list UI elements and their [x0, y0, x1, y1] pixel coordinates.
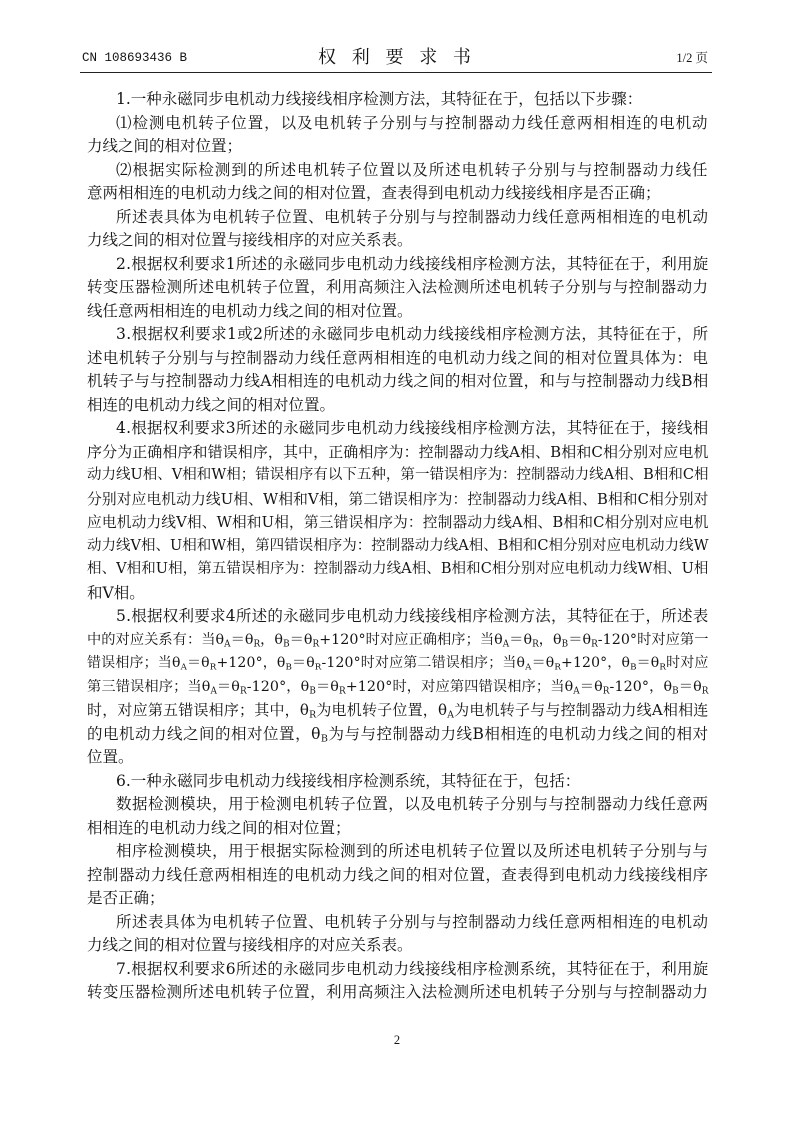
line-text: [87, 655, 709, 671]
text-segment: 错误相序；当θ: [87, 655, 181, 671]
line-text: [87, 679, 709, 695]
line-text: 是否正确；: [87, 889, 165, 907]
subscript: A: [573, 685, 580, 696]
text-segment: +120°，θ: [561, 655, 631, 671]
claim-paragraph: [87, 605, 709, 770]
text-segment: ＝θ: [216, 678, 240, 695]
text-line: [87, 629, 709, 653]
text-line: [87, 159, 709, 183]
text-line: [87, 370, 709, 394]
line-text: 6.一种永磁同步电机动力线接线相序检测系统，其特征在于，包括：: [116, 771, 581, 790]
subscript: R: [659, 662, 667, 673]
text-segment: ＝θ: [509, 631, 533, 648]
line-text: 力线之间的相对位置与接线相序的对应关系表。: [87, 936, 413, 954]
text-line: [87, 300, 709, 324]
text-segment: 时对应: [666, 655, 709, 671]
subscript: R: [532, 638, 539, 649]
text-segment: +120°，θ: [216, 655, 286, 671]
claim-paragraph: [87, 253, 709, 324]
line-text: 3.根据权利要求1或2所述的永磁同步电机动力线接线相序检测方法，其特征在于，所: [116, 325, 709, 343]
claim-paragraph: [87, 206, 709, 253]
line-text: 力线之间的相对位置与接线相序的对应关系表。: [87, 231, 413, 249]
text-line: [87, 276, 709, 300]
claims-body: [87, 88, 709, 1005]
text-segment: ，θ: [538, 631, 562, 648]
patent-number: CN 108693436 B: [82, 51, 188, 65]
text-line: [87, 558, 709, 582]
text-segment: ＝θ: [230, 631, 254, 648]
text-segment: ＝θ: [568, 631, 592, 648]
subscript: A: [180, 662, 187, 673]
text-line: [87, 887, 709, 911]
text-line: [87, 793, 709, 817]
line-text: 动力线U相、V相和W相；错误相序有以下五种，第一错误相序为：控制器动力线A相、B相和C相: [87, 467, 709, 483]
text-line: [87, 229, 709, 253]
claim-paragraph: [87, 770, 709, 794]
line-text: 线任意两相相连的电机动力线之间的相对位置。: [87, 301, 413, 320]
line-text: 力线之间的相对位置；: [87, 137, 243, 155]
text-segment: ＝θ: [678, 678, 702, 695]
claim-paragraph: [87, 793, 709, 840]
subscript: B: [283, 638, 290, 649]
text-segment: 为电机转子与与控制器动力线A相相连: [454, 701, 709, 719]
text-line: [87, 88, 709, 112]
line-text: 述电机转子分别与与控制器动力线任意两相相连的电机动力线之间的相对位置具体为：电: [87, 348, 709, 367]
line-text: 2.根据权利要求1所述的永磁同步电机动力线接线相序检测方法，其特征在于，利用旋: [116, 254, 709, 273]
line-text: 相、V相和U相，第五错误相序为：控制器动力线A相、B相和C相分别对应电机动力线W相、U相: [87, 561, 709, 577]
text-line: [87, 817, 709, 841]
text-line: [87, 676, 709, 700]
line-text: [87, 701, 709, 719]
subscript: A: [525, 662, 532, 673]
claim-paragraph: [87, 958, 709, 1005]
text-segment: ＝θ: [531, 655, 555, 671]
subscript: B: [672, 685, 679, 696]
page-number: 2: [393, 1033, 401, 1047]
text-line: [87, 441, 709, 465]
line-text: 转变压器检测所述电机转子位置，利用高频注入法检测所述电机转子分别与与控制器动力: [87, 278, 709, 296]
subscript: B: [309, 685, 316, 696]
line-text: 分别对应电机动力线U相、W相和V相，第二错误相序为：控制器动力线A相、B相和C相分别对: [87, 490, 709, 508]
subscript: R: [312, 638, 320, 649]
line-text: 应电机动力线V相、W相和U相，第三错误相序为：控制器动力线A相、B相和C相分别对应电机: [87, 514, 709, 531]
text-line: [87, 723, 709, 747]
text-segment: 为与与控制器动力线B相相连的电机动力线之间的相对: [328, 724, 709, 743]
line-text: ⑵根据实际检测到的所述电机转子位置以及所述电机转子分别与与控制器动力线任: [116, 160, 709, 179]
text-line: [87, 699, 709, 723]
line-text: 序分为正确相序和错误相序，其中，正确相序为：控制器动力线A相、B相和C相分别对应电机: [87, 442, 709, 461]
line-text: 位置。: [87, 748, 134, 766]
subscript: R: [554, 662, 562, 673]
subscript: A: [224, 638, 231, 649]
line-text: 相相连的电机动力线之间的相对位置；: [87, 818, 351, 837]
line-text: 7.根据权利要求6所述的永磁同步电机动力线接线相序检测系统，其特征在于，利用旋: [116, 959, 709, 978]
line-text: 机转子与与控制器动力线A相相连的电机动力线之间的相对位置，和与与控制器动力线B相: [87, 372, 709, 390]
text-line: [87, 911, 709, 935]
text-line: [87, 488, 709, 512]
text-segment: ＝θ: [187, 655, 210, 671]
subscript: R: [209, 662, 217, 673]
text-line: [87, 253, 709, 277]
line-text: 控制器动力线任意两相相连的电机动力线之间的相对位置，查表得到电机动力线接线相序: [87, 865, 709, 884]
text-line: [87, 394, 709, 418]
subscript: R: [338, 685, 346, 696]
subscript: A: [210, 685, 217, 696]
text-segment: -120°时对应第二错误相序；当θ: [321, 655, 526, 671]
claim-paragraph: [87, 88, 709, 112]
text-line: [87, 182, 709, 206]
subscript: B: [630, 662, 637, 673]
claim-paragraph: [87, 417, 709, 605]
text-segment: ＝θ: [315, 678, 339, 695]
line-text: [87, 725, 709, 743]
claim-paragraph: [87, 323, 709, 417]
subscript: R: [253, 638, 261, 649]
text-segment: -120°，θ: [609, 678, 673, 695]
text-segment: +120°时对应正确相序；当θ: [319, 631, 503, 648]
text-line: [87, 981, 709, 1005]
subscript: A: [502, 638, 510, 649]
text-segment: 中的对应关系有：当θ: [87, 631, 225, 648]
document-title: 权 利 要 求 书: [318, 47, 476, 68]
line-text: 转变压器检测所述电机转子位置，利用高频注入法检测所述电机转子分别与与控制器动力: [87, 983, 709, 1001]
line-text: ⑴检测电机转子位置，以及电机转子分别与与控制器动力线任意两相相连的电机动: [116, 113, 709, 132]
line-text: 意两相相连的电机动力线之间的相对位置，查表得到电机动力线接线相序是否正确；: [87, 184, 661, 202]
text-line: [87, 605, 709, 629]
text-segment: 时，对应第五错误相序；其中，θ: [87, 701, 310, 719]
text-line: [87, 112, 709, 136]
line-text: 4.根据权利要求3所述的永磁同步电机动力线接线相序检测方法，其特征在于，接线相: [116, 419, 709, 437]
text-line: [87, 135, 709, 159]
subscript: B: [561, 638, 569, 649]
text-line: [87, 934, 709, 958]
text-line: [87, 746, 709, 770]
text-line: [87, 347, 709, 371]
text-line: [87, 582, 709, 606]
text-line: [87, 958, 709, 982]
text-segment: 为电机转子位置，θ: [316, 701, 448, 719]
line-text: 5.根据权利要求4所述的永磁同步电机动力线接线相序检测方法，其特征在于，所述表: [116, 607, 709, 625]
subscript: R: [314, 662, 322, 673]
text-line: [87, 323, 709, 347]
text-segment: +120°时，对应第四错误相序；当θ: [345, 678, 574, 695]
text-line: [87, 417, 709, 441]
subscript: R: [591, 638, 598, 649]
text-segment: ＝θ: [636, 655, 660, 671]
text-line: [87, 206, 709, 230]
line-text: 和V相。: [87, 583, 145, 602]
line-text: 相连的电机动力线之间的相对位置。: [87, 395, 336, 414]
text-line: [87, 652, 709, 676]
header-divider: [80, 72, 712, 73]
subscript: R: [239, 685, 247, 696]
page-counter: 1/2 页: [676, 51, 708, 65]
text-line: [87, 864, 709, 888]
line-text: 相序检测模块，用于根据实际检测到的所述电机转子位置以及所述电机转子分别与与: [116, 842, 709, 860]
text-segment: -120°，θ: [246, 678, 310, 695]
subscript: B: [285, 662, 293, 673]
text-line: [87, 840, 709, 864]
line-text: 1.一种永磁同步电机动力线接线相序检测方法，其特征在于，包括以下步骤：: [116, 90, 643, 108]
line-text: [87, 632, 709, 648]
text-segment: ＝θ: [579, 678, 603, 695]
line-text: 所述表具体为电机转子位置、电机转子分别与与控制器动力线任意两相相连的电机动: [116, 912, 709, 931]
subscript: R: [309, 709, 317, 721]
subscript: A: [447, 709, 455, 721]
line-text: 数据检测模块，用于检测电机转子位置，以及电机转子分别与与控制器动力线任意两: [116, 795, 709, 813]
claim-paragraph: [87, 840, 709, 911]
subscript: R: [701, 685, 709, 696]
text-segment: -120°时对应第一: [597, 631, 709, 648]
text-line: [87, 464, 709, 488]
claim-paragraph: [87, 911, 709, 958]
text-segment: ＝θ: [292, 655, 315, 671]
text-line: [87, 511, 709, 535]
subscript: R: [602, 685, 610, 696]
text-line: [87, 770, 709, 794]
claim-paragraph: [87, 112, 709, 159]
line-text: 所述表具体为电机转子位置、电机转子分别与与控制器动力线任意两相相连的电机动: [116, 207, 709, 226]
text-line: [87, 535, 709, 559]
subscript: B: [320, 733, 329, 745]
claim-paragraph: [87, 159, 709, 206]
text-segment: ，θ: [260, 631, 284, 648]
text-segment: 第三错误相序；当θ: [87, 678, 211, 695]
text-segment: ＝θ: [289, 631, 313, 648]
text-segment: 的电机动力线之间的相对位置，θ: [87, 724, 321, 743]
line-text: 动力线V相、U相和W相，第四错误相序为：控制器动力线A相、B相和C相分别对应电机动力线W: [87, 537, 709, 554]
